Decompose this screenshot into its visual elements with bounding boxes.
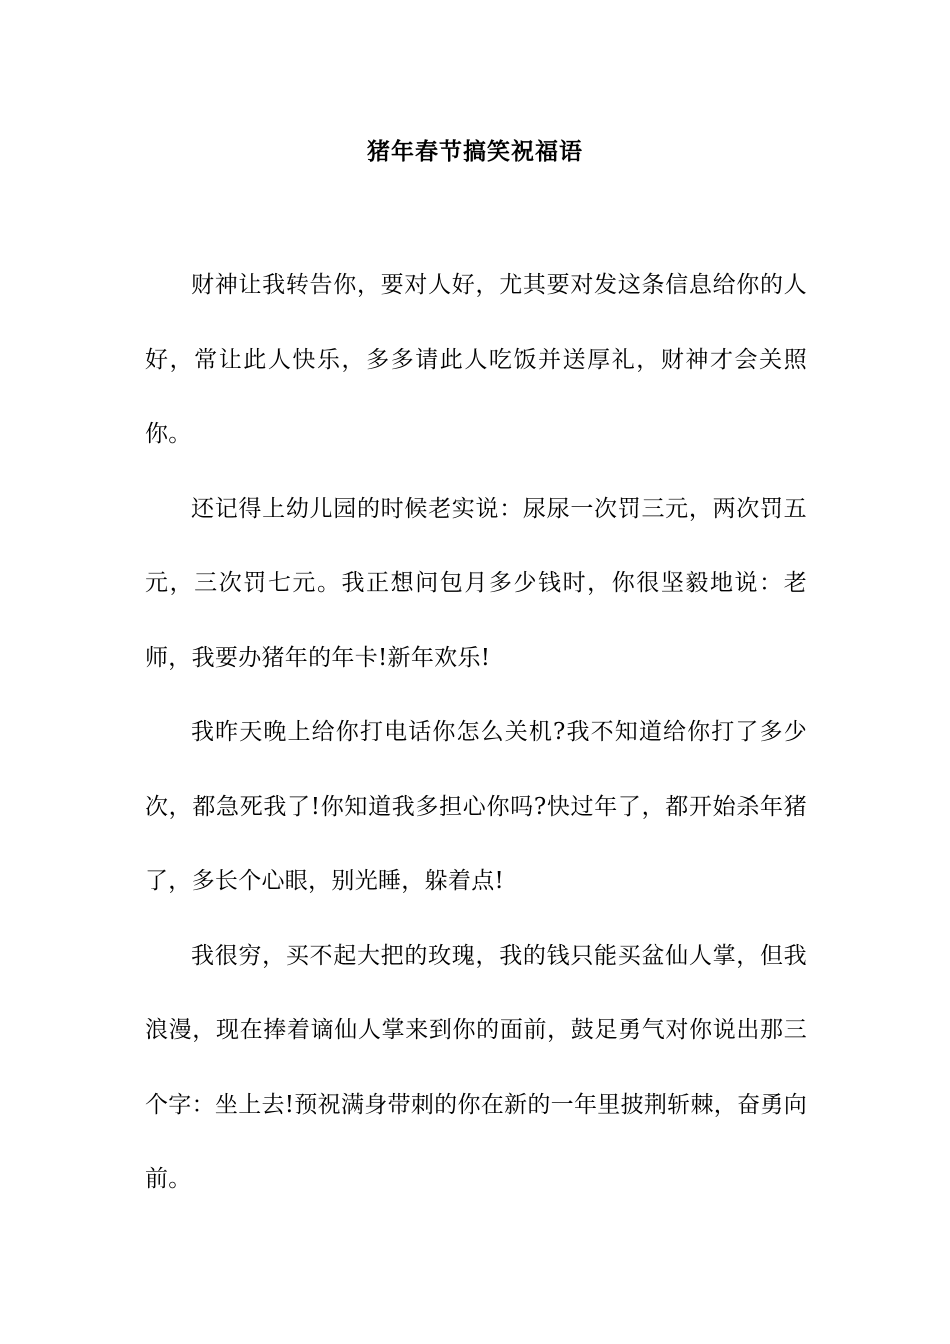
document-body [145,248,807,1217]
paragraph-2: 还记得上幼儿园的时候老实说：尿尿一次罚三元，两次罚五元，三次罚七元。我正想问包月多少钱时，你很坚毅地说：老师，我要办猪年的年卡!新年欢乐! [145,495,807,671]
paragraph-3: 我昨天晚上给你打电话你怎么关机?我不知道给你打了多少次，都急死我了!你知道我多担心你吗?快过年了，都开始杀年猪了，多长个心眼，别光睡，躲着点! [145,719,807,894]
paragraph-1: 财神让我转告你，要对人好，尤其要对发这条信息给你的人好，常让此人快乐，多多请此人吃饭并送厚礼，财神才会关照你。 [145,272,807,447]
document-title: 猪年春节搞笑祝福语 [367,138,583,165]
paragraph-4: 我很穷，买不起大把的玫瑰，我的钱只能买盆仙人掌，但我浪漫，现在捧着谪仙人掌来到你的面前，鼓足勇气对你说出那三个字：坐上去!预祝满身带刺的你在新的一年里披荆斩棘，奋勇向前。 [145,942,807,1192]
